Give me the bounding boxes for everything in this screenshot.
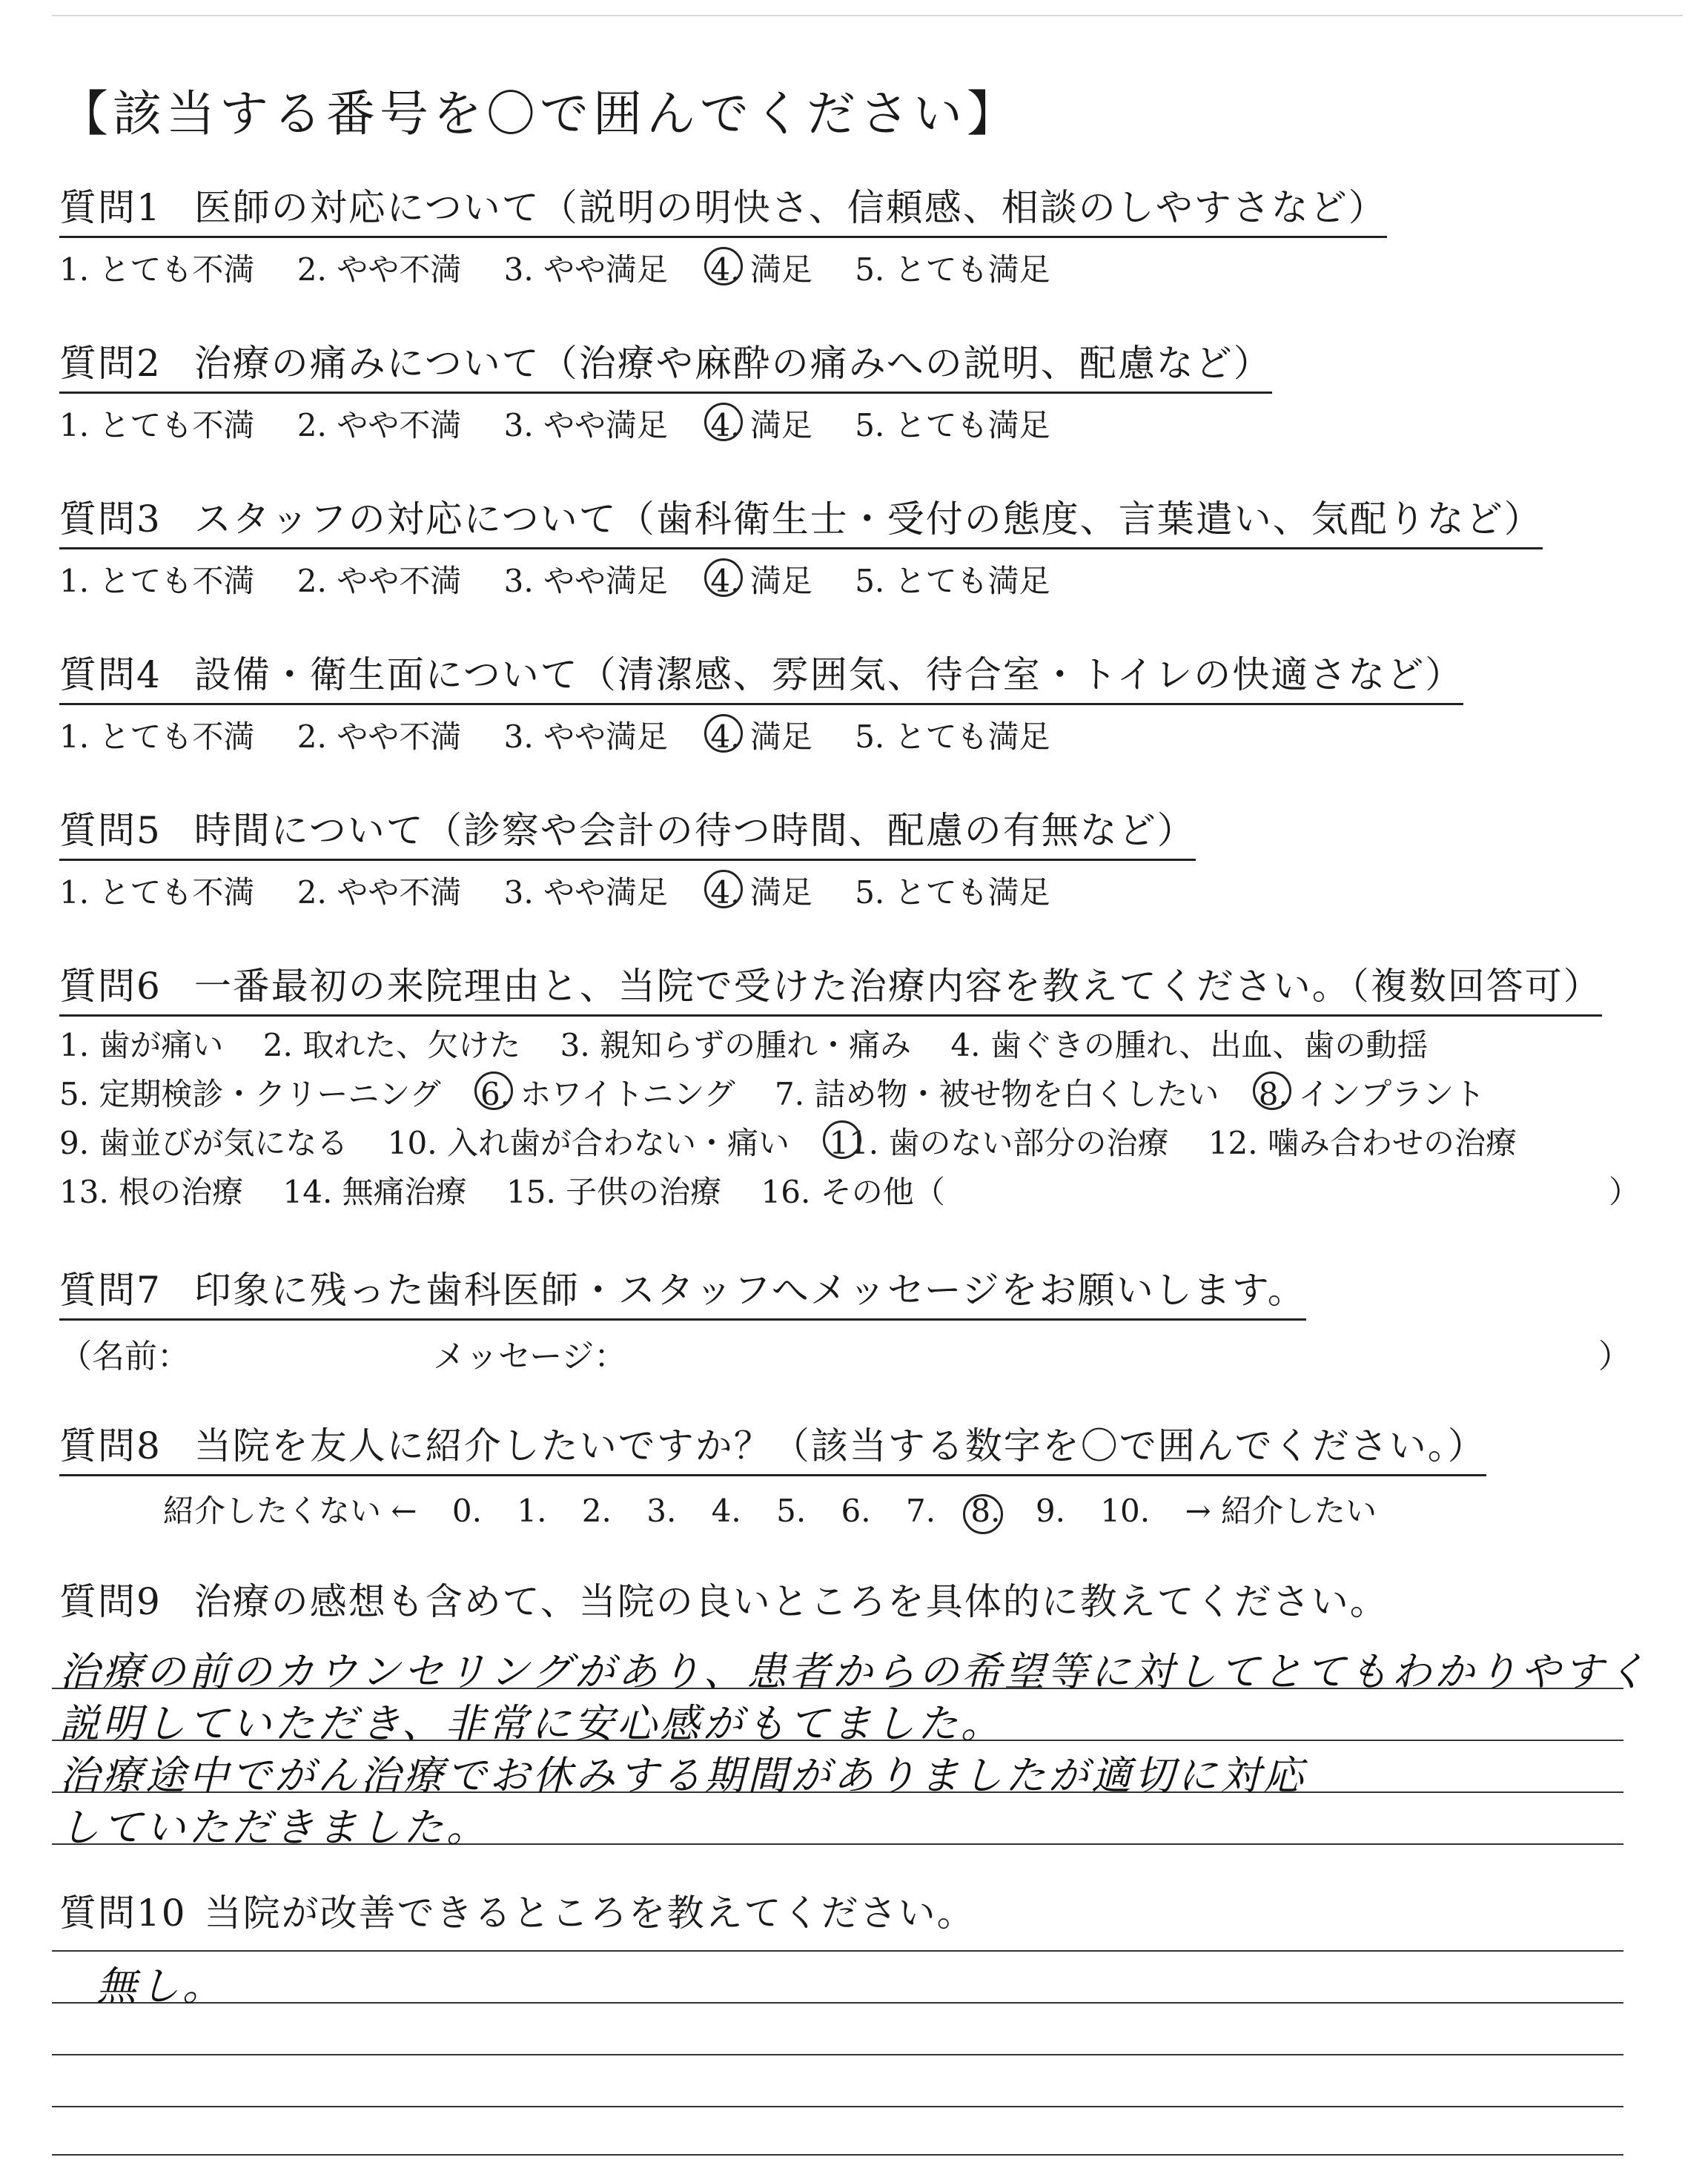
option[interactable]: 12. 噛み合わせの治療 [1208, 1125, 1517, 1161]
option[interactable]: 2. 取れた、欠けた [262, 1027, 521, 1063]
question-4-options [59, 713, 1463, 757]
question-9 [59, 1572, 1388, 1630]
question-5-options [59, 868, 1196, 913]
question-1-label: 質問1 [59, 186, 162, 229]
top-rule [52, 15, 1683, 16]
handwritten-answer-line: 無し。 [96, 1963, 225, 2009]
option-selected[interactable]: 4. 満足 [710, 245, 812, 290]
question-5-text: 時間について（診察や会計の待つ時間、配慮の有無など） [193, 809, 1196, 852]
question-7-label: 質問7 [59, 1269, 162, 1312]
question-3 [59, 489, 1543, 601]
option[interactable]: 1. とても不満 [59, 874, 255, 911]
option[interactable]: 3. やや満足 [503, 874, 669, 911]
question-3-heading [59, 489, 1543, 549]
answer-line [52, 2154, 1623, 2156]
option[interactable]: 2. やや不満 [297, 407, 462, 443]
question-5-label: 質問5 [59, 809, 162, 852]
option[interactable]: 2. やや不満 [297, 719, 462, 755]
option[interactable]: 5. とても満足 [855, 874, 1050, 911]
option[interactable]: 7. 詰め物・被せ物を白くしたい [774, 1076, 1219, 1112]
scale-value[interactable]: 2. [581, 1493, 612, 1529]
option[interactable]: 5. 定期検診・クリーニング [59, 1076, 441, 1112]
question-1-options [59, 245, 1387, 290]
option[interactable]: 2. やや不満 [297, 251, 462, 288]
question-7 [59, 1261, 1631, 1377]
option[interactable]: 3. 親知らずの腫れ・痛み [560, 1027, 912, 1063]
option[interactable]: 3. やや満足 [503, 251, 669, 288]
option[interactable]: 1. とても不満 [59, 563, 255, 599]
question-10 [59, 1883, 976, 1941]
message-label: メッセージ： [433, 1338, 627, 1375]
message-field[interactable] [59, 1330, 1631, 1377]
option-selected[interactable]: 4. 満足 [710, 868, 812, 913]
option-selected[interactable]: 6. ホワイトニング [480, 1070, 735, 1114]
option[interactable]: 14. 無痛治療 [282, 1174, 467, 1210]
option-selected[interactable]: 4. 満足 [710, 557, 812, 601]
scale-value[interactable]: 10. [1100, 1493, 1151, 1529]
scale-value[interactable]: 3. [646, 1493, 677, 1529]
option[interactable]: 1. とても不満 [59, 719, 255, 755]
option[interactable]: 5. とても満足 [855, 563, 1050, 599]
question-6-heading [59, 957, 1602, 1017]
answer-line [52, 2106, 1623, 2107]
message-close-paren: ） [1598, 1338, 1631, 1375]
instruction-header: 【該当する番号を〇で囲んでください】 [59, 85, 1020, 142]
question-10-answer-area[interactable] [52, 1935, 1623, 2158]
question-2-heading [59, 334, 1272, 394]
option[interactable]: 13. 根の治療 [59, 1174, 244, 1210]
question-9-answer-area[interactable] [52, 1631, 1649, 1854]
question-2-options [59, 401, 1272, 446]
option[interactable]: 5. とても満足 [855, 407, 1050, 443]
question-9-heading [59, 1572, 1388, 1630]
question-7-heading [59, 1261, 1306, 1321]
question-4 [59, 645, 1463, 757]
scale-value[interactable]: 0. [451, 1493, 482, 1529]
option[interactable]: 2. やや不満 [297, 563, 462, 599]
option-selected[interactable]: 4. 満足 [710, 401, 812, 446]
option[interactable]: 9. 歯並びが気になる [59, 1125, 348, 1161]
question-2-label: 質問2 [59, 342, 162, 385]
answer-line [52, 2054, 1623, 2055]
question-10-label: 質問10 [59, 1892, 187, 1935]
scale-right-label: → 紹介したい [1185, 1493, 1377, 1529]
option-selected[interactable]: 8. インプラント [1259, 1070, 1485, 1114]
question-8-heading [59, 1416, 1486, 1476]
other-close-paren: ） [1608, 1174, 1640, 1210]
answer-line [52, 1950, 1623, 1952]
handwritten-answer-line: 治療途中でがん治療でお休みする期間がありましたが適切に対応 [59, 1752, 1306, 1799]
question-9-label: 質問9 [59, 1580, 162, 1623]
scale-value[interactable]: 9. [1035, 1493, 1065, 1529]
question-1-heading [59, 178, 1387, 238]
option[interactable]: 15. 子供の治療 [506, 1174, 722, 1210]
option[interactable]: 2. やや不満 [297, 874, 462, 911]
scale-value[interactable]: 7. [905, 1493, 936, 1529]
question-2 [59, 334, 1272, 446]
question-5-heading [59, 801, 1196, 861]
option[interactable]: 3. やや満足 [503, 407, 669, 443]
scale-value[interactable]: 4. [711, 1493, 741, 1529]
question-6-row-2 [59, 1070, 1638, 1114]
scale-value[interactable]: 6. [841, 1493, 871, 1529]
question-8-label: 質問8 [59, 1424, 162, 1467]
scale-value[interactable]: 1. [517, 1493, 547, 1529]
option[interactable]: 5. とても満足 [855, 251, 1050, 288]
option[interactable]: 3. やや満足 [503, 563, 669, 599]
question-5 [59, 801, 1196, 913]
question-6-row-1 [59, 1021, 1638, 1066]
handwritten-answer-line: 治療の前のカウンセリングがあり、患者からの希望等に対してとてもわかりやすく [59, 1648, 1649, 1695]
question-2-text: 治療の痛みについて（治療や麻酔の痛みへの説明、配慮など） [193, 342, 1272, 385]
option[interactable]: 1. 歯が痛い [59, 1027, 224, 1063]
option-other[interactable]: 16. その他（ [761, 1174, 945, 1210]
name-label: （名前： [59, 1338, 190, 1375]
option[interactable]: 4. 歯ぐきの腫れ、出血、歯の動揺 [950, 1027, 1429, 1063]
question-3-options [59, 557, 1543, 601]
question-9-text: 治療の感想も含めて、当院の良いところを具体的に教えてください。 [193, 1580, 1388, 1623]
scale-left-label: 紹介したくない ← [163, 1493, 417, 1529]
question-4-text: 設備・衛生面について（清潔感、雰囲気、待合室・トイレの快適さなど） [193, 653, 1464, 696]
question-6-row-4 [59, 1168, 1638, 1212]
option-selected[interactable]: 4. 満足 [710, 713, 812, 757]
question-8-text: 当院を友人に紹介したいですか？（該当する数字を〇で囲んでください。） [193, 1424, 1486, 1467]
question-6 [59, 957, 1638, 1212]
answer-line [52, 2002, 1623, 2004]
question-10-text: 当院が改善できるところを教えてください。 [204, 1892, 976, 1935]
question-1-text: 医師の対応について（説明の明快さ、信頼感、相談のしやすさなど） [193, 186, 1387, 229]
question-1 [59, 178, 1387, 290]
option[interactable]: 1. とても不満 [59, 407, 255, 443]
question-3-label: 質問3 [59, 498, 162, 541]
question-4-label: 質問4 [59, 653, 162, 696]
handwritten-answer-line: 説明していただき、非常に安心感がもてました。 [59, 1700, 1004, 1747]
scale-value[interactable]: 5. [776, 1493, 807, 1529]
recommend-scale [163, 1487, 1486, 1531]
question-6-text: 一番最初の来院理由と、当院で受けた治療内容を教えてください。（複数回答可） [193, 965, 1602, 1008]
question-7-text: 印象に残った歯科医師・スタッフへメッセージをお願いします。 [193, 1269, 1306, 1312]
option-selected[interactable]: 11. 歯のない部分の治療 [829, 1119, 1168, 1163]
option[interactable]: 1. とても不満 [59, 251, 255, 288]
option[interactable]: 10. 入れ歯が合わない・痛い [387, 1125, 790, 1161]
question-10-heading [59, 1883, 976, 1941]
question-3-text: スタッフの対応について（歯科衛生士・受付の態度、言葉遣い、気配りなど） [193, 498, 1543, 541]
question-6-label: 質問6 [59, 965, 162, 1008]
option[interactable]: 3. やや満足 [503, 719, 669, 755]
question-4-heading [59, 645, 1463, 705]
scale-value-selected[interactable]: 8. [970, 1493, 1001, 1529]
question-6-row-3 [59, 1119, 1638, 1163]
handwritten-answer-line: していただきました。 [59, 1804, 489, 1851]
question-8 [59, 1416, 1486, 1531]
option[interactable]: 5. とても満足 [855, 719, 1050, 755]
